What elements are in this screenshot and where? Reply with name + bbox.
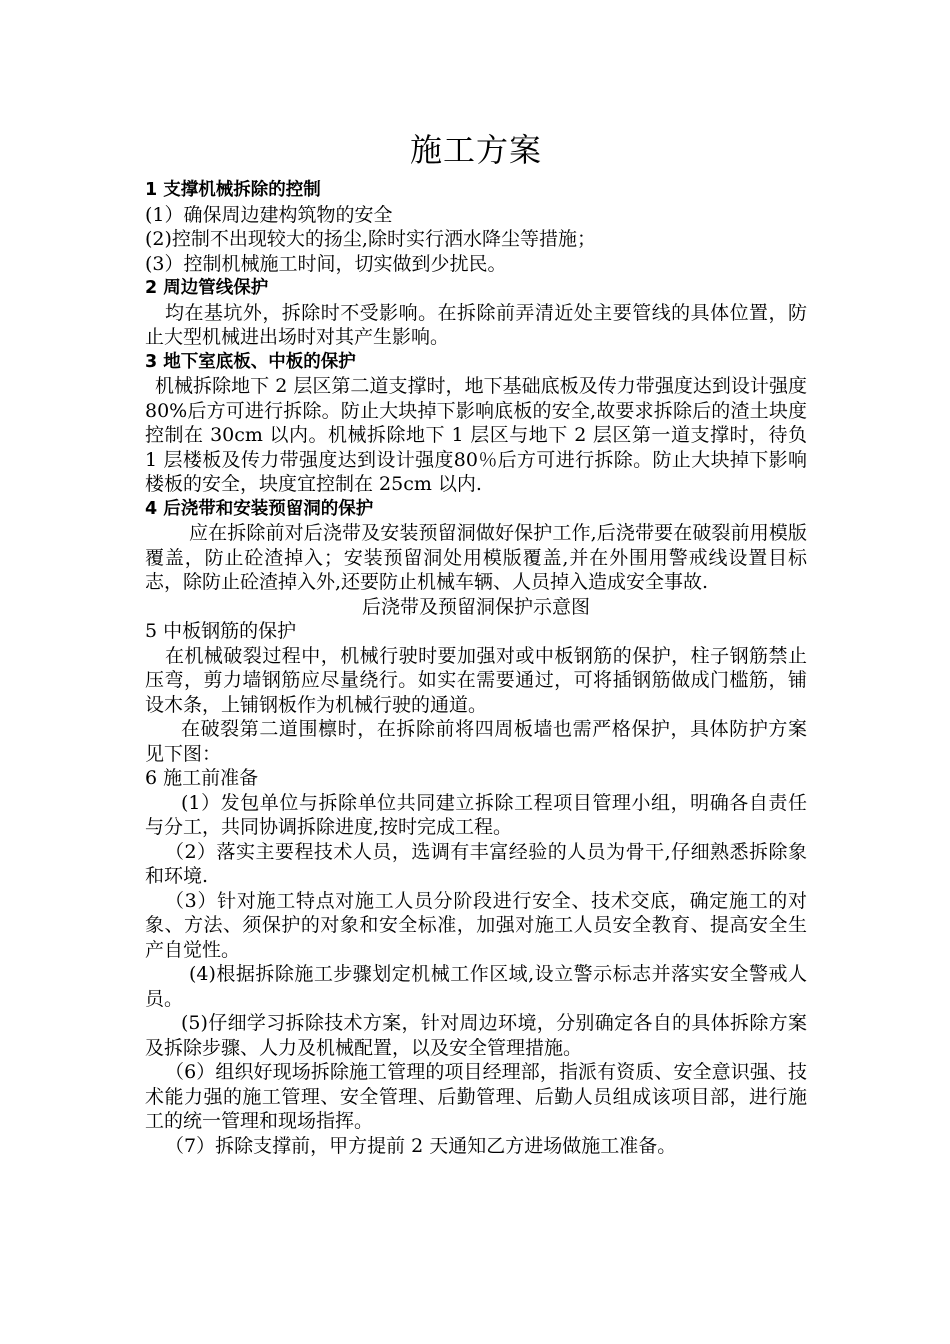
section-6-heading: 6 施工前准备	[145, 767, 259, 789]
section-3-heading: 3 地下室底板、中板的保护	[145, 351, 356, 372]
document-title: 施工方案	[409, 131, 542, 169]
section-6-item-1: (1）发包单位与拆除单位共同建立拆除工程项目管理小组，明确各自责任与分工，共同协调拆除进度,按时完成工程。	[145, 791, 807, 838]
section-6-item-4: (4)根据拆除施工步骤划定机械工作区域,设立警示标志并落实安全警戒人员。	[145, 963, 807, 1010]
section-4-heading: 4 后浇带和安装预留洞的保护	[145, 498, 374, 519]
section-4-paragraph: 应在拆除前对后浇带及安装预留洞做好保护工作,后浇带要在破裂前用模版覆盖，防止砼渣掉入；安装预留洞处用模版覆盖,并在外围用警戒线设置目标志，除防止砼渣掉入外,还要防止机械车辆、人员掉入造成安全事故.	[145, 522, 807, 593]
section-1-item-1: (1）确保周边建构筑物的安全	[145, 203, 393, 226]
figure-caption: 后浇带及预留洞保护示意图	[361, 595, 590, 618]
section-6-item-5: (5)仔细学习拆除技术方案，针对周边环境，分别确定各自的具体拆除方案及拆除步骤、人力及机械配置，以及安全管理措施。	[145, 1012, 807, 1059]
section-5-paragraph-2: 在破裂第二道围檩时，在拆除前将四周板墙也需严格保护，具体防护方案见下图：	[145, 718, 807, 765]
section-1-item-3: (3）控制机械施工时间，切实做到少扰民。	[145, 252, 507, 275]
section-5-heading: 5 中板钢筋的保护	[145, 620, 297, 642]
section-2-paragraph: 均在基坑外，拆除时不受影响。在拆除前弄清近处主要管线的具体位置，防止大型机械进出场时对其产生影响。	[145, 301, 807, 348]
section-6-item-2: （2）落实主要程技术人员，选调有丰富经验的人员为骨干,仔细熟悉拆除象和环境.	[145, 840, 807, 887]
section-1-heading: 1 支撑机械拆除的控制	[145, 180, 321, 200]
section-6-item-7: （7）拆除支撑前，甲方提前 2 天通知乙方进场做施工准备。	[165, 1134, 677, 1157]
section-6-item-6: （6）组织好现场拆除施工管理的项目经理部，指派有资质、安全意识强、技术能力强的施工管理、安全管理、后勤管理、后勤人员组成该项目部，进行施工的统一管理和现场指挥。	[145, 1061, 807, 1132]
section-6-item-3: （3）针对施工特点对施工人员分阶段进行安全、技术交底，确定施工的对象、方法、须保护的对象和安全标准，加强对施工人员安全教育、提高安全生产自觉性。	[145, 889, 807, 961]
section-2-heading: 2 周边管线保护	[145, 278, 269, 298]
document-body	[145, 128, 807, 1158]
section-1-item-2: (2)控制不出现较大的扬尘,除时实行洒水降尘等措施；	[145, 228, 596, 250]
section-3-paragraph: 机械拆除地下 2 层区第二道支撑时，地下基础底板及传力带强度达到设计强度 80%后方可进行拆除。防止大块掉下影响底板的安全,故要求拆除后的渣土块度控制在 30cm 以内。机械拆除地下 1 层区与地下 2 层区第一道支撑时，待负 1 层楼板及传力带强度达到设计强度80％后方可进行拆除。防止大块掉下影响楼板的安全，块度宜控制在 25cm 以内.	[145, 375, 807, 495]
section-5-paragraph-1: 在机械破裂过程中，机械行驶时要加强对或中板钢筋的保护，柱子钢筋禁止压弯，剪力墙钢筋应尽量绕行。如实在需要通过，可将插钢筋做成门槛筋，铺设木条，上铺钢板作为机械行驶的通道。	[145, 644, 807, 716]
